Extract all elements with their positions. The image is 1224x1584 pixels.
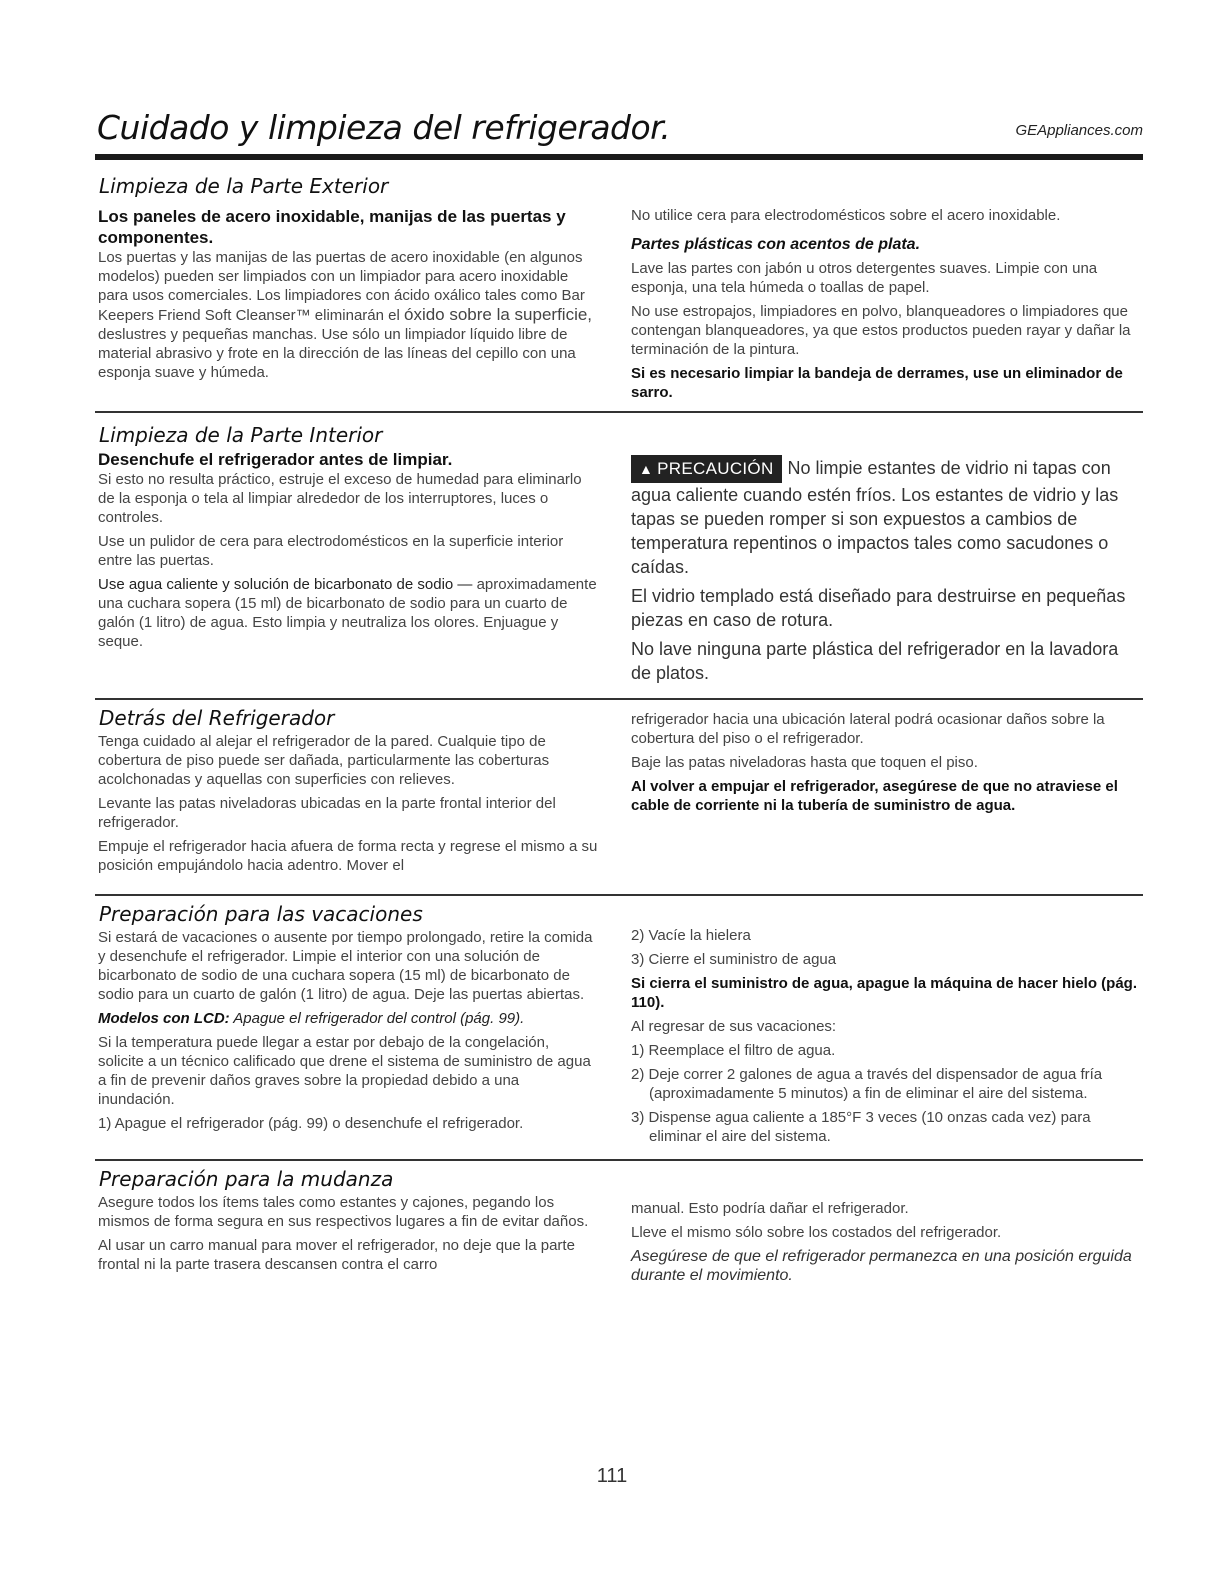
paragraph: Asegure todos los ítems tales como estantes y cajones, pegando los mismos de forma segura en sus respectivos lugares a fin de evitar daños. bbox=[98, 1194, 589, 1230]
paragraph: refrigerador hacia una ubicación lateral podrá ocasionar daños sobre la cobertura del piso o el refrigerador. bbox=[631, 711, 1105, 747]
paragraph-bold: Si es necesario limpiar la bandeja de derrames, use un eliminador de sarro. bbox=[631, 365, 1123, 401]
page-number: 111 bbox=[596, 1465, 628, 1487]
paragraph: No utilice cera para electrodomésticos sobre el acero inoxidable. bbox=[631, 207, 1061, 224]
paragraph: Al regresar de sus vacaciones: bbox=[631, 1018, 837, 1035]
section-title: Detrás del Refrigerador bbox=[99, 706, 335, 730]
step: 3) Cierre el suministro de agua bbox=[631, 951, 837, 968]
section-rule bbox=[95, 894, 1143, 896]
section-moving bbox=[95, 1167, 1143, 1290]
section-rule bbox=[95, 1159, 1143, 1161]
header-rule bbox=[95, 154, 1143, 160]
step: 1) Reemplace el filtro de agua. bbox=[631, 1042, 836, 1059]
step: 2) Vacíe la hielera bbox=[631, 927, 751, 944]
paragraph: Al usar un carro manual para mover el refrigerador, no deje que la parte frontal ni la parte trasera descansen contra el carro bbox=[98, 1237, 575, 1273]
section-rule bbox=[95, 698, 1143, 700]
section-title: Limpieza de la Parte Interior bbox=[99, 423, 383, 447]
paragraph: Lleve el mismo sólo sobre los costados del refrigerador. bbox=[631, 1224, 1002, 1241]
step: 2) Deje correr 2 galones de agua a través del dispensador de agua fría (aproximadamente 5 minutos) a fin de eliminar el aire del sistema. bbox=[631, 1066, 1103, 1102]
paragraph: No use estropajos, limpiadores en polvo, blanqueadores o limpiadores que contengan blanqueadores, ya que estos productos pueden rayar y dañar la terminación de la pintura. bbox=[631, 303, 1131, 358]
paragraph: Los puertas y las manijas de las puertas de acero inoxidable (en algunos modelos) pueden ser limpiados con un limpiador para acero inoxidable para usos comerciales. Los limpiadores con ácido oxálico tales como Bar Keepers Friend Soft Cleanser™ eliminarán el óxido sobre la superficie, deslustres y pequeñas manchas. Use sólo un limpiador líquido libre de material abrasivo y frote en la dirección de las líneas del cepillo con una esponja suave y húmeda. bbox=[98, 249, 593, 381]
paragraph: No lave ninguna parte plástica del refrigerador en la lavadora de platos. bbox=[631, 639, 1119, 683]
paragraph: Baje las patas niveladoras hasta que toquen el piso. bbox=[631, 754, 978, 771]
paragraph: Si esto no resulta práctico, estruje el exceso de humedad para eliminarlo de la esponja o tela al limpiar alrededor de los interruptores, luces o controles. bbox=[98, 471, 582, 526]
section-title: Limpieza de la Parte Exterior bbox=[99, 174, 389, 198]
paragraph-bold: Al volver a empujar el refrigerador, asegúrese de que no atraviese el cable de corriente ni la tubería de suministro de agua. bbox=[631, 778, 1118, 814]
step: 3) Dispense agua caliente a 185°F 3 veces (10 onzas cada vez) para eliminar el aire del sistema. bbox=[631, 1109, 1091, 1145]
paragraph: manual. Esto podría dañar el refrigerador. bbox=[631, 1200, 909, 1217]
step: 1) Apague el refrigerador (pág. 99) o desenchufe el refrigerador. bbox=[98, 1115, 524, 1132]
paragraph: El vidrio templado está diseñado para destruirse en pequeñas piezas en caso de rotura. bbox=[631, 586, 1126, 630]
section-rule bbox=[95, 411, 1143, 413]
paragraph: Empuje el refrigerador hacia afuera de forma recta y regrese el mismo a su posición empujándolo hacia adentro. Mover el bbox=[98, 838, 598, 874]
paragraph: Lave las partes con jabón u otros detergentes suaves. Limpie con una esponja, una tela húmeda o toallas de papel. bbox=[631, 260, 1098, 296]
caution-paragraph: ▲ PRECAUCIÓN No limpie estantes de vidrio ni tapas con agua caliente cuando estén fríos. Los estantes de vidrio y las tapas se pueden romper si son expuestos a cambios de temperatura repentinos o impactos tales como sacudones o caídas. bbox=[631, 455, 1143, 579]
caution-badge: ▲ PRECAUCIÓN bbox=[631, 455, 782, 483]
paragraph: Si estará de vacaciones o ausente por tiempo prolongado, retire la comida y desenchufe el refrigerador. Limpie el interior con una solución de bicarbonato de sodio de una cuchara sopera (15 ml) de bicarbonato de sodio para un cuarto de galón (1 litro) de agua. Deje las puertas abiertas. bbox=[98, 929, 593, 1003]
header bbox=[95, 108, 1143, 150]
paragraph: Tenga cuidado al alejar el refrigerador de la pared. Cualquie tipo de cobertura de piso puede ser dañada, particularmente las coberturas acolchonadas y aquellas con superficies con relieves. bbox=[98, 733, 550, 788]
page bbox=[95, 108, 1143, 1290]
section-exterior bbox=[95, 174, 1143, 407]
subheading: Partes plásticas con acentos de plata. bbox=[631, 236, 921, 253]
paragraph: Use agua caliente y solución de bicarbonato de sodio — aproximadamente una cuchara sopera (15 ml) de bicarbonato de sodio para un cuarto de galón (1 litro) de agua. Esto limpia y neutraliza los olores. Enjuague y seque. bbox=[98, 576, 597, 650]
subheading: Los paneles de acero inoxidable, manijas de las puertas y componentes. bbox=[98, 207, 566, 247]
section-title: Preparación para las vacaciones bbox=[99, 902, 423, 926]
warning-icon: ▲ bbox=[639, 461, 654, 477]
section-interior bbox=[95, 423, 1143, 690]
paragraph: Use un pulidor de cera para electrodomésticos en la superficie interior entre las puertas. bbox=[98, 533, 564, 569]
site-url: GEAppliances.com bbox=[1015, 122, 1143, 139]
paragraph-italic: Asegúrese de que el refrigerador permanezca en una posición erguida durante el movimiento. bbox=[631, 1248, 1132, 1284]
section-behind bbox=[95, 706, 1143, 880]
paragraph-bold: Si cierra el suministro de agua, apague la máquina de hacer hielo (pág. 110). bbox=[631, 975, 1137, 1011]
paragraph: Levante las patas niveladoras ubicadas en la parte frontal interior del refrigerador. bbox=[98, 795, 556, 831]
paragraph-lcd: Modelos con LCD: Apague el refrigerador del control (pág. 99). bbox=[98, 1010, 525, 1027]
section-vacation bbox=[95, 902, 1143, 1151]
page-title: Cuidado y limpieza del refrigerador. bbox=[97, 108, 671, 147]
section-title: Preparación para la mudanza bbox=[99, 1167, 394, 1191]
subheading: Desenchufe el refrigerador antes de limpiar. bbox=[98, 450, 453, 469]
paragraph: Si la temperatura puede llegar a estar por debajo de la congelación, solicite a un técnico calificado que drene el sistema de suministro de agua a fin de prevenir daños graves sobre la propiedad debido a una inundación. bbox=[98, 1034, 591, 1108]
